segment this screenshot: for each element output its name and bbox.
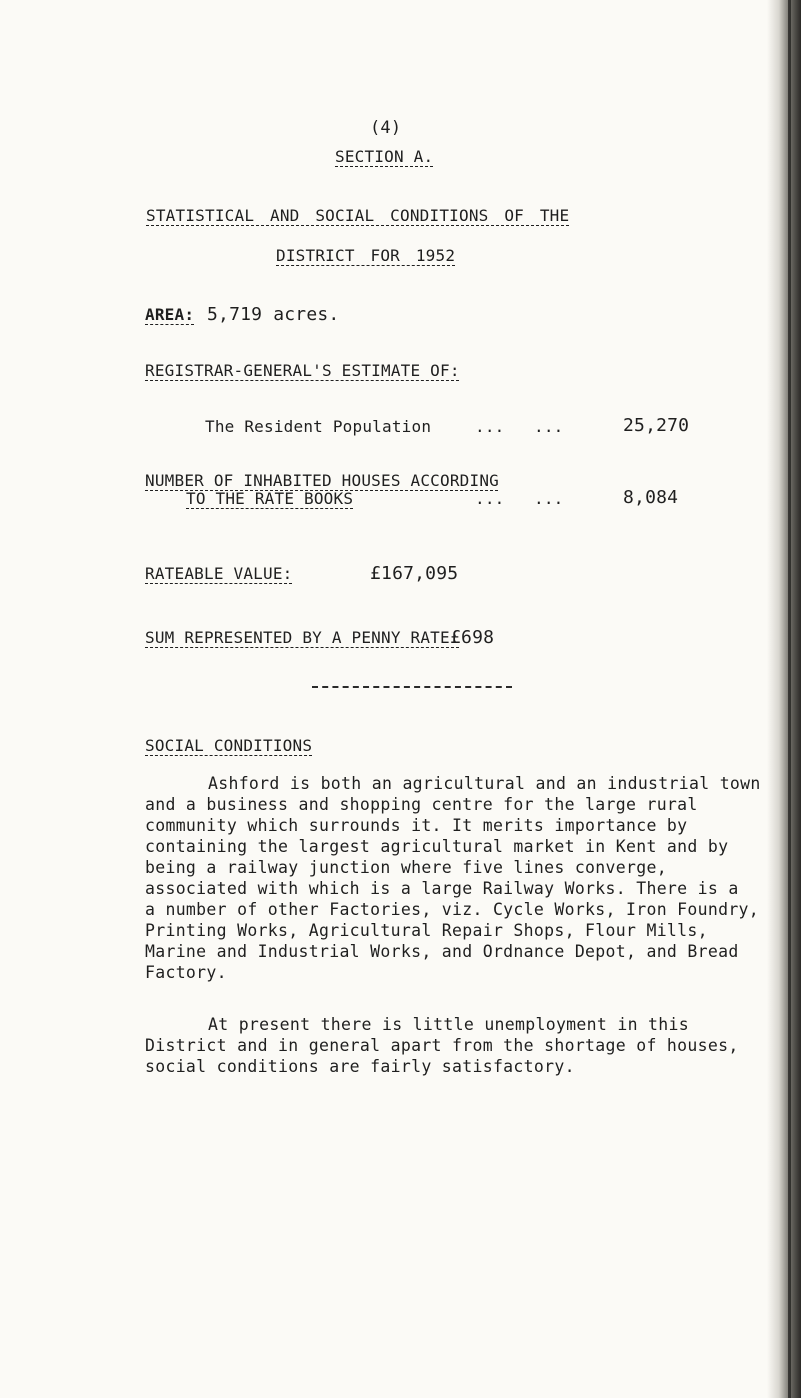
paragraph-line: District and in general apart from the shortage of houses, — [145, 1036, 739, 1055]
section-divider — [312, 686, 512, 688]
paragraph-line: a number of other Factories, viz. Cycle Works, Iron Foundry, — [145, 900, 760, 919]
page-number: (4) — [370, 118, 402, 138]
paragraph-line: social conditions are fairly satisfactory. — [145, 1057, 575, 1076]
rateable-value-amount: £167,095 — [370, 563, 459, 584]
paragraph-line: and a business and shopping centre for the large rural — [145, 795, 698, 814]
paragraph-line: Factory. — [145, 963, 227, 982]
houses-label-line1: NUMBER OF INHABITED HOUSES ACCORDING — [145, 471, 499, 490]
paragraph-line: Ashford is both an agricultural and an industrial town — [208, 774, 761, 793]
paragraph-line: associated with which is a large Railway Works. There is a — [145, 879, 739, 898]
scan-page-edge — [767, 0, 801, 1398]
paragraph-line: containing the largest agricultural market in Kent and by — [145, 837, 729, 856]
houses-value: 8,084 — [623, 487, 679, 508]
paragraph-line: Marine and Industrial Works, and Ordnance Depot, and Bread — [145, 942, 739, 961]
resident-population-value: 25,270 — [623, 415, 690, 436]
paragraph-line: At present there is little unemployment in this — [208, 1015, 689, 1034]
resident-population-dots: ... ... — [475, 417, 564, 436]
rateable-value-label: RATEABLE VALUE: — [145, 564, 293, 583]
social-conditions-heading: SOCIAL CONDITIONS — [145, 736, 313, 755]
paragraph-line: Printing Works, Agricultural Repair Shops, Flour Mills, — [145, 921, 708, 940]
section-title: SECTION A. — [335, 147, 434, 166]
penny-rate-label: SUM REPRESENTED BY A PENNY RATE: — [145, 628, 460, 647]
resident-population-label: The Resident Population — [205, 417, 432, 436]
report-heading-line2: DISTRICT FOR 1952 — [276, 246, 456, 265]
report-heading-line1: STATISTICAL AND SOCIAL CONDITIONS OF THE — [146, 206, 570, 225]
houses-dots: ... ... — [475, 489, 564, 508]
houses-label-line2: TO THE RATE BOOKS — [186, 489, 354, 508]
paragraph-line: community which surrounds it. It merits importance by — [145, 816, 688, 835]
area-value: 5,719 acres. — [207, 304, 340, 325]
registrar-heading: REGISTRAR-GENERAL'S ESTIMATE OF: — [145, 361, 460, 380]
penny-rate-amount: £698 — [450, 627, 495, 648]
area-label: AREA: — [145, 305, 195, 324]
scan-edge-streak — [788, 0, 791, 1398]
paragraph-line: being a railway junction where five lines converge, — [145, 858, 667, 877]
